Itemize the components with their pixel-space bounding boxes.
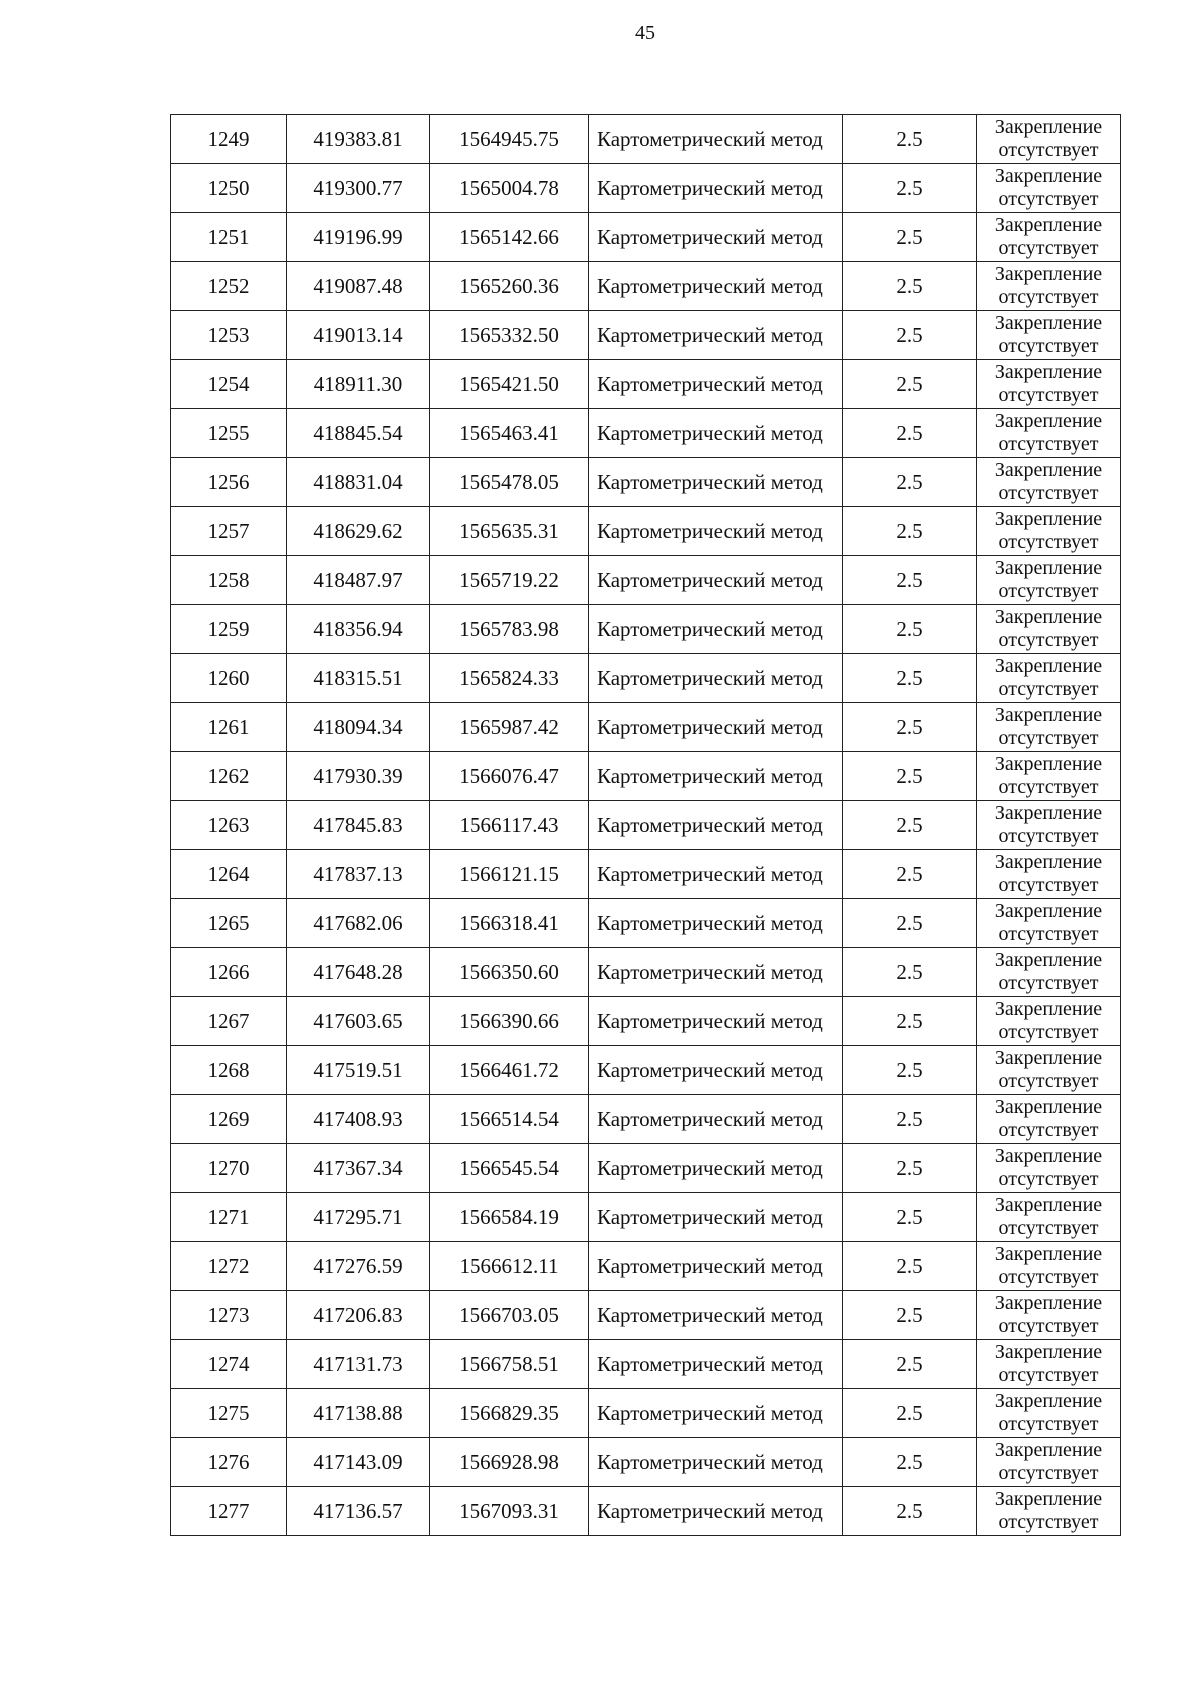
fixation-line-1: Закрепление bbox=[994, 410, 1103, 432]
table-row bbox=[171, 507, 1121, 556]
x-coordinate-cell: 417408.93 bbox=[287, 1095, 430, 1144]
method-cell: Картометрический метод bbox=[589, 1389, 843, 1438]
fixation-line-1: Закрепление bbox=[994, 557, 1103, 579]
point-number-cell: 1265 bbox=[171, 899, 287, 948]
y-coordinate-cell: 1565004.78 bbox=[430, 164, 589, 213]
point-number-cell: 1259 bbox=[171, 605, 287, 654]
x-coordinate-cell: 418487.97 bbox=[287, 556, 430, 605]
accuracy-cell: 2.5 bbox=[843, 752, 977, 801]
y-coordinate-cell: 1566829.35 bbox=[430, 1389, 589, 1438]
method-cell: Картометрический метод bbox=[589, 948, 843, 997]
x-coordinate-cell: 419013.14 bbox=[287, 311, 430, 360]
x-coordinate-cell: 417519.51 bbox=[287, 1046, 430, 1095]
accuracy-cell: 2.5 bbox=[843, 409, 977, 458]
fixation-cell bbox=[977, 1046, 1121, 1095]
fixation-line-1: Закрепление bbox=[994, 1047, 1103, 1069]
fixation-cell bbox=[977, 1438, 1121, 1487]
fixation-cell bbox=[977, 703, 1121, 752]
table-row bbox=[171, 1095, 1121, 1144]
fixation-line-2: отсутствует bbox=[998, 1266, 1099, 1288]
point-number-cell: 1256 bbox=[171, 458, 287, 507]
fixation-line-1: Закрепление bbox=[994, 508, 1103, 530]
accuracy-cell: 2.5 bbox=[843, 1291, 977, 1340]
table-row bbox=[171, 1193, 1121, 1242]
method-cell: Картометрический метод bbox=[589, 801, 843, 850]
accuracy-cell: 2.5 bbox=[843, 115, 977, 164]
table-row bbox=[171, 948, 1121, 997]
point-number-cell: 1261 bbox=[171, 703, 287, 752]
point-number-cell: 1271 bbox=[171, 1193, 287, 1242]
point-number-cell: 1263 bbox=[171, 801, 287, 850]
method-cell: Картометрический метод bbox=[589, 556, 843, 605]
table-row bbox=[171, 556, 1121, 605]
fixation-cell bbox=[977, 262, 1121, 311]
accuracy-cell: 2.5 bbox=[843, 948, 977, 997]
fixation-cell bbox=[977, 1291, 1121, 1340]
fixation-line-1: Закрепление bbox=[994, 361, 1103, 383]
fixation-line-2: отсутствует bbox=[998, 1462, 1099, 1484]
fixation-line-1: Закрепление bbox=[994, 900, 1103, 922]
table-row bbox=[171, 1144, 1121, 1193]
fixation-line-1: Закрепление bbox=[994, 949, 1103, 971]
x-coordinate-cell: 417603.65 bbox=[287, 997, 430, 1046]
y-coordinate-cell: 1566612.11 bbox=[430, 1242, 589, 1291]
page-number: 45 bbox=[635, 22, 655, 44]
fixation-line-1: Закрепление bbox=[994, 1145, 1103, 1167]
x-coordinate-cell: 419383.81 bbox=[287, 115, 430, 164]
x-coordinate-cell: 418629.62 bbox=[287, 507, 430, 556]
fixation-line-2: отсутствует bbox=[998, 237, 1099, 259]
fixation-line-2: отсутствует bbox=[998, 678, 1099, 700]
y-coordinate-cell: 1565142.66 bbox=[430, 213, 589, 262]
method-cell: Картометрический метод bbox=[589, 213, 843, 262]
x-coordinate-cell: 418315.51 bbox=[287, 654, 430, 703]
y-coordinate-cell: 1567093.31 bbox=[430, 1487, 589, 1536]
y-coordinate-cell: 1565987.42 bbox=[430, 703, 589, 752]
fixation-line-2: отсутствует bbox=[998, 482, 1099, 504]
table-row bbox=[171, 213, 1121, 262]
accuracy-cell: 2.5 bbox=[843, 262, 977, 311]
point-number-cell: 1270 bbox=[171, 1144, 287, 1193]
x-coordinate-cell: 417295.71 bbox=[287, 1193, 430, 1242]
fixation-line-1: Закрепление bbox=[994, 312, 1103, 334]
accuracy-cell: 2.5 bbox=[843, 1389, 977, 1438]
point-number-cell: 1275 bbox=[171, 1389, 287, 1438]
method-cell: Картометрический метод bbox=[589, 752, 843, 801]
fixation-cell bbox=[977, 605, 1121, 654]
table-row bbox=[171, 850, 1121, 899]
accuracy-cell: 2.5 bbox=[843, 1193, 977, 1242]
method-cell: Картометрический метод bbox=[589, 605, 843, 654]
y-coordinate-cell: 1565478.05 bbox=[430, 458, 589, 507]
accuracy-cell: 2.5 bbox=[843, 654, 977, 703]
point-number-cell: 1264 bbox=[171, 850, 287, 899]
fixation-line-2: отсутствует bbox=[998, 1511, 1099, 1533]
fixation-cell bbox=[977, 213, 1121, 262]
method-cell: Картометрический метод bbox=[589, 899, 843, 948]
y-coordinate-cell: 1566545.54 bbox=[430, 1144, 589, 1193]
x-coordinate-cell: 418356.94 bbox=[287, 605, 430, 654]
fixation-line-2: отсутствует bbox=[998, 1217, 1099, 1239]
fixation-cell bbox=[977, 1389, 1121, 1438]
table-row bbox=[171, 1389, 1121, 1438]
fixation-line-2: отсутствует bbox=[998, 286, 1099, 308]
accuracy-cell: 2.5 bbox=[843, 605, 977, 654]
table-row bbox=[171, 311, 1121, 360]
x-coordinate-cell: 418845.54 bbox=[287, 409, 430, 458]
x-coordinate-cell: 418831.04 bbox=[287, 458, 430, 507]
x-coordinate-cell: 418094.34 bbox=[287, 703, 430, 752]
point-number-cell: 1272 bbox=[171, 1242, 287, 1291]
point-number-cell: 1254 bbox=[171, 360, 287, 409]
fixation-line-2: отсутствует bbox=[998, 874, 1099, 896]
table-row bbox=[171, 654, 1121, 703]
table-row bbox=[171, 997, 1121, 1046]
fixation-line-2: отсутствует bbox=[998, 1413, 1099, 1435]
fixation-line-1: Закрепление bbox=[994, 459, 1103, 481]
fixation-cell bbox=[977, 1487, 1121, 1536]
accuracy-cell: 2.5 bbox=[843, 997, 977, 1046]
fixation-cell bbox=[977, 899, 1121, 948]
fixation-cell bbox=[977, 311, 1121, 360]
accuracy-cell: 2.5 bbox=[843, 164, 977, 213]
table-row bbox=[171, 801, 1121, 850]
fixation-line-1: Закрепление bbox=[994, 655, 1103, 677]
fixation-line-1: Закрепление bbox=[994, 214, 1103, 236]
point-number-cell: 1267 bbox=[171, 997, 287, 1046]
point-number-cell: 1268 bbox=[171, 1046, 287, 1095]
table-row bbox=[171, 262, 1121, 311]
point-number-cell: 1251 bbox=[171, 213, 287, 262]
table-row bbox=[171, 409, 1121, 458]
table-row bbox=[171, 164, 1121, 213]
fixation-line-1: Закрепление bbox=[994, 165, 1103, 187]
fixation-line-1: Закрепление bbox=[994, 606, 1103, 628]
fixation-cell bbox=[977, 360, 1121, 409]
y-coordinate-cell: 1566390.66 bbox=[430, 997, 589, 1046]
table-row bbox=[171, 605, 1121, 654]
fixation-line-1: Закрепление bbox=[994, 116, 1103, 138]
accuracy-cell: 2.5 bbox=[843, 311, 977, 360]
fixation-cell bbox=[977, 850, 1121, 899]
fixation-cell bbox=[977, 115, 1121, 164]
accuracy-cell: 2.5 bbox=[843, 1340, 977, 1389]
fixation-line-2: отсутствует bbox=[998, 580, 1099, 602]
x-coordinate-cell: 417837.13 bbox=[287, 850, 430, 899]
point-number-cell: 1266 bbox=[171, 948, 287, 997]
method-cell: Картометрический метод bbox=[589, 311, 843, 360]
method-cell: Картометрический метод bbox=[589, 703, 843, 752]
fixation-line-1: Закрепление bbox=[994, 851, 1103, 873]
method-cell: Картометрический метод bbox=[589, 1144, 843, 1193]
fixation-line-2: отсутствует bbox=[998, 1364, 1099, 1386]
y-coordinate-cell: 1566076.47 bbox=[430, 752, 589, 801]
method-cell: Картометрический метод bbox=[589, 458, 843, 507]
y-coordinate-cell: 1565332.50 bbox=[430, 311, 589, 360]
x-coordinate-cell: 417138.88 bbox=[287, 1389, 430, 1438]
method-cell: Картометрический метод bbox=[589, 115, 843, 164]
fixation-cell bbox=[977, 458, 1121, 507]
fixation-line-2: отсутствует bbox=[998, 825, 1099, 847]
method-cell: Картометрический метод bbox=[589, 1487, 843, 1536]
point-number-cell: 1252 bbox=[171, 262, 287, 311]
fixation-line-1: Закрепление bbox=[994, 1096, 1103, 1118]
fixation-line-2: отсутствует bbox=[998, 1168, 1099, 1190]
point-number-cell: 1253 bbox=[171, 311, 287, 360]
point-number-cell: 1250 bbox=[171, 164, 287, 213]
x-coordinate-cell: 417276.59 bbox=[287, 1242, 430, 1291]
table-row bbox=[171, 1487, 1121, 1536]
table-row bbox=[171, 115, 1121, 164]
table-row bbox=[171, 1291, 1121, 1340]
method-cell: Картометрический метод bbox=[589, 1193, 843, 1242]
table-row bbox=[171, 1046, 1121, 1095]
method-cell: Картометрический метод bbox=[589, 997, 843, 1046]
table-row bbox=[171, 1340, 1121, 1389]
fixation-cell bbox=[977, 1144, 1121, 1193]
x-coordinate-cell: 417930.39 bbox=[287, 752, 430, 801]
y-coordinate-cell: 1565635.31 bbox=[430, 507, 589, 556]
y-coordinate-cell: 1566703.05 bbox=[430, 1291, 589, 1340]
fixation-line-2: отсутствует bbox=[998, 1070, 1099, 1092]
point-number-cell: 1274 bbox=[171, 1340, 287, 1389]
fixation-cell bbox=[977, 948, 1121, 997]
point-number-cell: 1273 bbox=[171, 1291, 287, 1340]
point-number-cell: 1269 bbox=[171, 1095, 287, 1144]
method-cell: Картометрический метод bbox=[589, 262, 843, 311]
method-cell: Картометрический метод bbox=[589, 507, 843, 556]
y-coordinate-cell: 1566928.98 bbox=[430, 1438, 589, 1487]
x-coordinate-cell: 417206.83 bbox=[287, 1291, 430, 1340]
fixation-cell bbox=[977, 1193, 1121, 1242]
method-cell: Картометрический метод bbox=[589, 409, 843, 458]
fixation-line-1: Закрепление bbox=[994, 1488, 1103, 1510]
y-coordinate-cell: 1565421.50 bbox=[430, 360, 589, 409]
fixation-line-2: отсутствует bbox=[998, 923, 1099, 945]
x-coordinate-cell: 417136.57 bbox=[287, 1487, 430, 1536]
method-cell: Картометрический метод bbox=[589, 654, 843, 703]
point-number-cell: 1257 bbox=[171, 507, 287, 556]
fixation-line-1: Закрепление bbox=[994, 1390, 1103, 1412]
x-coordinate-cell: 417845.83 bbox=[287, 801, 430, 850]
x-coordinate-cell: 417367.34 bbox=[287, 1144, 430, 1193]
point-number-cell: 1260 bbox=[171, 654, 287, 703]
y-coordinate-cell: 1565260.36 bbox=[430, 262, 589, 311]
fixation-line-2: отсутствует bbox=[998, 531, 1099, 553]
method-cell: Картометрический метод bbox=[589, 1242, 843, 1291]
fixation-line-2: отсутствует bbox=[998, 384, 1099, 406]
table-body bbox=[171, 115, 1121, 1536]
fixation-cell bbox=[977, 752, 1121, 801]
y-coordinate-cell: 1566514.54 bbox=[430, 1095, 589, 1144]
accuracy-cell: 2.5 bbox=[843, 1487, 977, 1536]
point-number-cell: 1255 bbox=[171, 409, 287, 458]
y-coordinate-cell: 1565783.98 bbox=[430, 605, 589, 654]
accuracy-cell: 2.5 bbox=[843, 703, 977, 752]
fixation-line-2: отсутствует bbox=[998, 972, 1099, 994]
accuracy-cell: 2.5 bbox=[843, 801, 977, 850]
table-row bbox=[171, 458, 1121, 507]
x-coordinate-cell: 419087.48 bbox=[287, 262, 430, 311]
x-coordinate-cell: 418911.30 bbox=[287, 360, 430, 409]
y-coordinate-cell: 1566318.41 bbox=[430, 899, 589, 948]
fixation-line-2: отсутствует bbox=[998, 629, 1099, 651]
fixation-cell bbox=[977, 997, 1121, 1046]
fixation-line-2: отсутствует bbox=[998, 727, 1099, 749]
fixation-line-1: Закрепление bbox=[994, 263, 1103, 285]
fixation-line-2: отсутствует bbox=[998, 433, 1099, 455]
fixation-line-2: отсутствует bbox=[998, 139, 1099, 161]
method-cell: Картометрический метод bbox=[589, 850, 843, 899]
fixation-cell bbox=[977, 507, 1121, 556]
table-row bbox=[171, 360, 1121, 409]
fixation-cell bbox=[977, 1095, 1121, 1144]
accuracy-cell: 2.5 bbox=[843, 360, 977, 409]
accuracy-cell: 2.5 bbox=[843, 213, 977, 262]
fixation-cell bbox=[977, 556, 1121, 605]
x-coordinate-cell: 417682.06 bbox=[287, 899, 430, 948]
point-number-cell: 1249 bbox=[171, 115, 287, 164]
fixation-cell bbox=[977, 801, 1121, 850]
method-cell: Картометрический метод bbox=[589, 1340, 843, 1389]
fixation-line-2: отсутствует bbox=[998, 776, 1099, 798]
table-row bbox=[171, 703, 1121, 752]
y-coordinate-cell: 1565719.22 bbox=[430, 556, 589, 605]
x-coordinate-cell: 419300.77 bbox=[287, 164, 430, 213]
method-cell: Картометрический метод bbox=[589, 1438, 843, 1487]
fixation-cell bbox=[977, 409, 1121, 458]
fixation-line-1: Закрепление bbox=[994, 802, 1103, 824]
fixation-line-2: отсутствует bbox=[998, 335, 1099, 357]
y-coordinate-cell: 1566121.15 bbox=[430, 850, 589, 899]
accuracy-cell: 2.5 bbox=[843, 458, 977, 507]
point-number-cell: 1277 bbox=[171, 1487, 287, 1536]
accuracy-cell: 2.5 bbox=[843, 1242, 977, 1291]
fixation-line-1: Закрепление bbox=[994, 1292, 1103, 1314]
y-coordinate-cell: 1565824.33 bbox=[430, 654, 589, 703]
fixation-line-1: Закрепление bbox=[994, 1439, 1103, 1461]
y-coordinate-cell: 1566350.60 bbox=[430, 948, 589, 997]
x-coordinate-cell: 417131.73 bbox=[287, 1340, 430, 1389]
accuracy-cell: 2.5 bbox=[843, 899, 977, 948]
fixation-line-1: Закрепление bbox=[994, 998, 1103, 1020]
fixation-line-2: отсутствует bbox=[998, 1021, 1099, 1043]
y-coordinate-cell: 1566584.19 bbox=[430, 1193, 589, 1242]
fixation-line-1: Закрепление bbox=[994, 1194, 1103, 1216]
table-row bbox=[171, 752, 1121, 801]
accuracy-cell: 2.5 bbox=[843, 556, 977, 605]
accuracy-cell: 2.5 bbox=[843, 1144, 977, 1193]
y-coordinate-cell: 1566461.72 bbox=[430, 1046, 589, 1095]
fixation-line-2: отсутствует bbox=[998, 1315, 1099, 1337]
accuracy-cell: 2.5 bbox=[843, 1046, 977, 1095]
y-coordinate-cell: 1565463.41 bbox=[430, 409, 589, 458]
fixation-cell bbox=[977, 654, 1121, 703]
fixation-line-1: Закрепление bbox=[994, 704, 1103, 726]
accuracy-cell: 2.5 bbox=[843, 1438, 977, 1487]
accuracy-cell: 2.5 bbox=[843, 507, 977, 556]
table-row bbox=[171, 1242, 1121, 1291]
method-cell: Картометрический метод bbox=[589, 1291, 843, 1340]
method-cell: Картометрический метод bbox=[589, 164, 843, 213]
point-number-cell: 1276 bbox=[171, 1438, 287, 1487]
x-coordinate-cell: 417143.09 bbox=[287, 1438, 430, 1487]
point-number-cell: 1262 bbox=[171, 752, 287, 801]
accuracy-cell: 2.5 bbox=[843, 1095, 977, 1144]
table-row bbox=[171, 899, 1121, 948]
coordinates-table bbox=[170, 114, 1121, 1536]
point-number-cell: 1258 bbox=[171, 556, 287, 605]
method-cell: Картометрический метод bbox=[589, 360, 843, 409]
y-coordinate-cell: 1564945.75 bbox=[430, 115, 589, 164]
method-cell: Картометрический метод bbox=[589, 1046, 843, 1095]
y-coordinate-cell: 1566758.51 bbox=[430, 1340, 589, 1389]
fixation-cell bbox=[977, 1242, 1121, 1291]
method-cell: Картометрический метод bbox=[589, 1095, 843, 1144]
fixation-line-2: отсутствует bbox=[998, 188, 1099, 210]
fixation-line-1: Закрепление bbox=[994, 753, 1103, 775]
fixation-cell bbox=[977, 1340, 1121, 1389]
fixation-line-2: отсутствует bbox=[998, 1119, 1099, 1141]
table-row bbox=[171, 1438, 1121, 1487]
x-coordinate-cell: 419196.99 bbox=[287, 213, 430, 262]
fixation-cell bbox=[977, 164, 1121, 213]
fixation-line-1: Закрепление bbox=[994, 1243, 1103, 1265]
x-coordinate-cell: 417648.28 bbox=[287, 948, 430, 997]
accuracy-cell: 2.5 bbox=[843, 850, 977, 899]
y-coordinate-cell: 1566117.43 bbox=[430, 801, 589, 850]
fixation-line-1: Закрепление bbox=[994, 1341, 1103, 1363]
